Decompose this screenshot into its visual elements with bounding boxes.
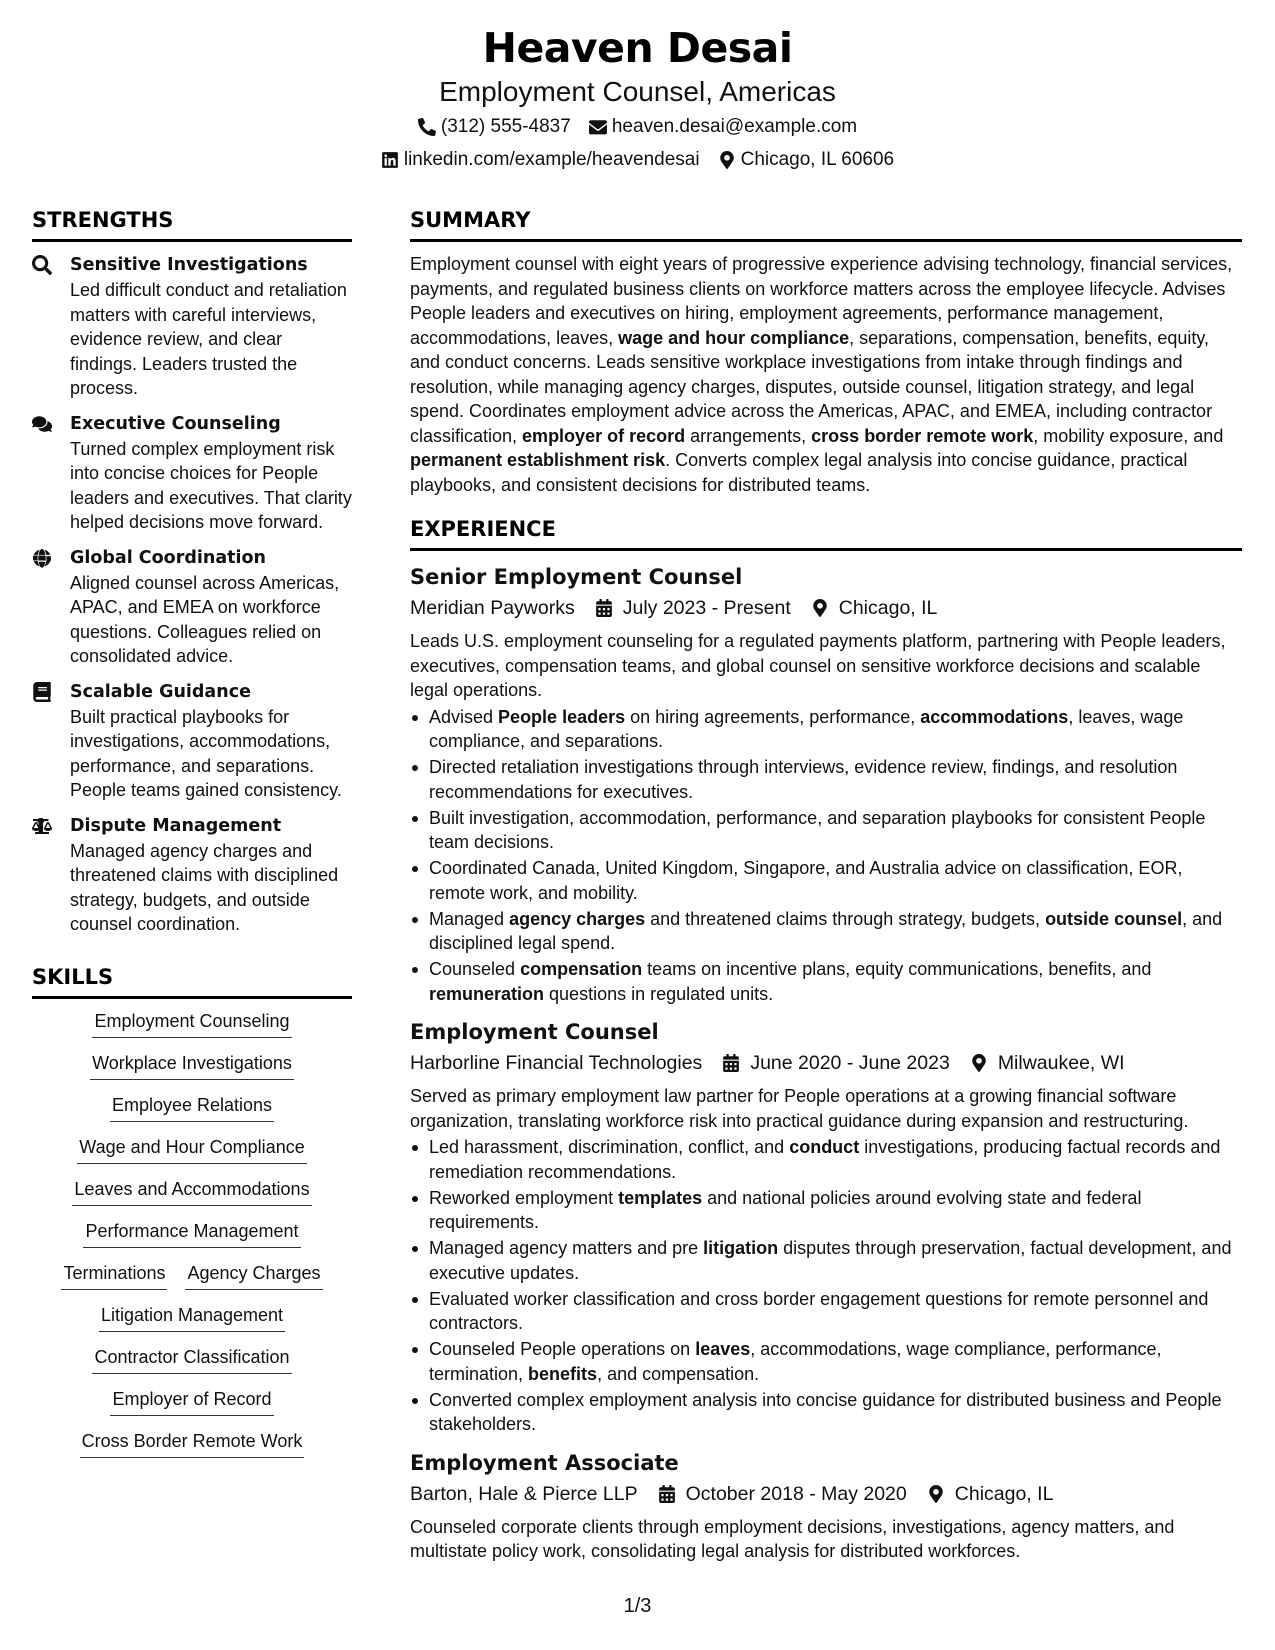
company-name: Meridian Payworks [410,597,575,619]
strength-description: Led difficult conduct and retaliation matters with careful interviews, evidence review, and clear findings. Leaders trusted the process. [70,280,347,398]
emphasis-text: remuneration [429,983,545,1004]
strength-description: Built practical playbooks for investigations, accommodations, performance, and separations. People teams gained consistency. [70,706,342,800]
left-column [32,206,352,1471]
emphasis-text: compensation [520,959,643,979]
skills-list [32,1009,352,1471]
calendar-icon [595,599,613,617]
strength-item [32,813,352,937]
bullet-item: Built investigation, accommodation, performance, and separation playbooks for consistent People team decisions. [410,806,1242,855]
skill-tag: Cross Border Remote Work [80,1429,305,1458]
bullet-item: Directed retaliation investigations through interviews, evidence review, findings, and resolution recommendations for executives. [410,755,1242,804]
job-title: Employment Associate [410,1450,679,1475]
search-icon [32,255,52,275]
bullet-item: Evaluated worker classification and cross border engagement questions for remote personnel and contractors. [410,1287,1242,1336]
email-text: heaven.desai@example.com [611,116,858,137]
summary-heading: SUMMARY [410,206,1242,242]
bullet-item: Counseled People operations on leaves, accommodations, wage compliance, performance, termination, benefits, and compensation. [410,1337,1242,1386]
job-bullets [410,1135,1242,1437]
emphasis-text: wage and hour compliance [618,327,850,348]
bullet-item: Advised People leaders on hiring agreements, performance, accommodations, leaves, wage compliance, and separations. [410,705,1242,754]
skill-tag: Wage and Hour Compliance [77,1135,306,1164]
experience-heading: EXPERIENCE [410,515,1242,551]
job-dates: July 2023 - Present [622,597,791,619]
emphasis-text: accommodations [920,706,1069,727]
strength-item [32,545,352,669]
comments-icon [32,414,52,434]
job-location: Chicago, IL [954,1482,1054,1505]
candidate-title: Employment Counsel, Americas [439,76,836,107]
company-name: Barton, Hale & Pierce LLP [410,1482,638,1505]
job-description: Served as primary employment law partner for People operations at a growing financial software organization, translating workforce risk into practical guidance during expansion and restructuring. [410,1086,1189,1131]
job-description: Counseled corporate clients through employment decisions, investigations, agency matters, and multistate policy work, consolidating legal analysis for distributed workforces. [410,1516,1175,1561]
strength-description: Managed agency charges and threatened claims with disciplined strategy, budgets, and outside counsel coordination. [70,840,339,934]
strength-item [32,679,352,803]
linkedin-contact[interactable] [381,145,700,175]
job-entry [410,1449,1242,1564]
globe-icon [32,548,52,568]
emphasis-text: employer of record [522,425,686,446]
strength-title: Global Coordination [70,547,266,568]
bullet-item: Coordinated Canada, United Kingdom, Singapore, and Australia advice on classification, EOR, remote work, and mobility. [410,856,1242,905]
job-location: Milwaukee, WI [997,1052,1125,1074]
calendar-icon [658,1485,676,1503]
linkedin-icon [381,151,399,169]
job-meta [410,1479,1242,1509]
page-number: 1/3 [623,1595,652,1617]
strength-title: Sensitive Investigations [70,255,308,275]
emphasis-text: cross border remote work [811,425,1034,446]
map-pin-icon [970,1054,988,1072]
linkedin-text: linkedin.com/example/heavendesai [403,149,700,170]
summary-text: Employment counsel with eight years of progressive experience advising technology, financial services, payments, and regulated business clients on workforce matters across the employee lifecycle. Advises People leaders and executives on hiring, employment agreements, performance management, accommodations, leaves, wage and hour compliance, separations, compensation, benefits, equity, and conduct concerns. Leads sensitive workplace investigations from intake through findings and resolution, while managing agency charges, disputes, outside counsel, litigation strategy, and legal spend. Coordinates employment advice across the Americas, APAC, and EMEA, including contractor classification, employer of record arrangements, cross border remote work, mobility exposure, and permanent establishment risk. Converts complex legal analysis into concise guidance, practical playbooks, and consistent decisions for distributed teams. [410,254,1233,495]
job-description: Leads U.S. employment counseling for a regulated payments platform, partnering with People leaders, executives, compensation teams, and global counsel on sensitive workforce decisions and scalable legal operations. [410,631,1226,700]
calendar-icon [722,1054,740,1072]
phone-contact[interactable] [418,112,571,142]
contact-row-1 [0,112,1275,142]
skill-tag: Employment Counseling [92,1009,291,1038]
right-column [410,206,1242,1564]
candidate-name: Heaven Desai [482,24,793,72]
skill-tag: Agency Charges [185,1261,322,1290]
company-name: Harborline Financial Technologies [410,1052,703,1074]
strength-description: Turned complex employment risk into concise choices for People leaders and executives. That clarity helped decisions move forward. [70,438,352,532]
bullet-item: Led harassment, discrimination, conflict, and conduct investigations, producing factual records and remediation recommendations. [410,1135,1242,1184]
skill-tag: Terminations [61,1261,167,1290]
map-pin-icon [927,1485,945,1503]
emphasis-text: litigation [703,1238,779,1258]
strength-item [32,411,352,535]
strength-description: Aligned counsel across Americas, APAC, and EMEA on workforce questions. Colleagues relied on consolidated advice. [70,572,340,666]
job-dates: October 2018 - May 2020 [685,1482,907,1505]
emphasis-text: outside counsel [1045,908,1183,929]
skill-tag: Litigation Management [99,1303,285,1332]
phone-icon [418,118,436,136]
emphasis-text: permanent establishment risk [410,450,666,470]
email-contact[interactable] [589,112,857,142]
emphasis-text: conduct [789,1137,860,1157]
emphasis-text: benefits [528,1363,598,1384]
emphasis-text: leaves [695,1339,751,1359]
bullet-item: Converted complex employment analysis into concise guidance for distributed business and People stakeholders. [410,1388,1242,1437]
strengths-heading: STRENGTHS [32,206,352,242]
skill-tag: Performance Management [83,1219,300,1248]
emphasis-text: templates [618,1187,703,1208]
job-meta [410,593,1242,623]
strength-title: Dispute Management [70,815,282,836]
job-title: Senior Employment Counsel [410,565,743,589]
emphasis-text: agency charges [509,908,646,929]
strength-item [32,252,352,401]
strength-title: Scalable Guidance [70,681,251,702]
phone-text: (312) 555-4837 [440,116,571,137]
bullet-item: Reworked employment templates and national policies around evolving state and federal requirements. [410,1186,1242,1235]
skills-heading: SKILLS [32,963,352,999]
job-dates: June 2020 - June 2023 [750,1052,950,1074]
job-title: Employment Counsel [410,1020,659,1044]
skill-tag: Leaves and Accommodations [72,1177,311,1206]
job-bullets [410,705,1242,1007]
envelope-icon [589,118,607,136]
bullet-item: Managed agency charges and threatened claims through strategy, budgets, outside counsel, and disciplined legal spend. [410,907,1242,956]
map-pin-icon [811,599,829,617]
job-meta [410,1048,1242,1078]
bullet-item: Counseled compensation teams on incentive plans, equity communications, benefits, and remuneration questions in regulated units. [410,957,1242,1006]
book-icon [32,682,52,702]
skill-tag: Employer of Record [110,1387,273,1416]
job-entry [410,563,1242,1006]
bullet-item: Managed agency matters and pre litigation disputes through preservation, factual development, and executive updates. [410,1236,1242,1285]
skill-tag: Employee Relations [110,1093,274,1122]
contact-row-2 [0,145,1275,175]
strength-title: Executive Counseling [70,413,281,434]
location-text: Chicago, IL 60606 [740,149,895,170]
job-entry [410,1018,1242,1437]
map-pin-icon [718,151,736,169]
scale-icon [32,816,52,836]
job-location: Chicago, IL [838,597,938,619]
skill-tag: Workplace Investigations [90,1051,294,1080]
resume-header [0,22,1275,175]
skill-tag: Contractor Classification [92,1345,291,1374]
location-contact [718,145,895,175]
emphasis-text: People leaders [498,706,626,727]
